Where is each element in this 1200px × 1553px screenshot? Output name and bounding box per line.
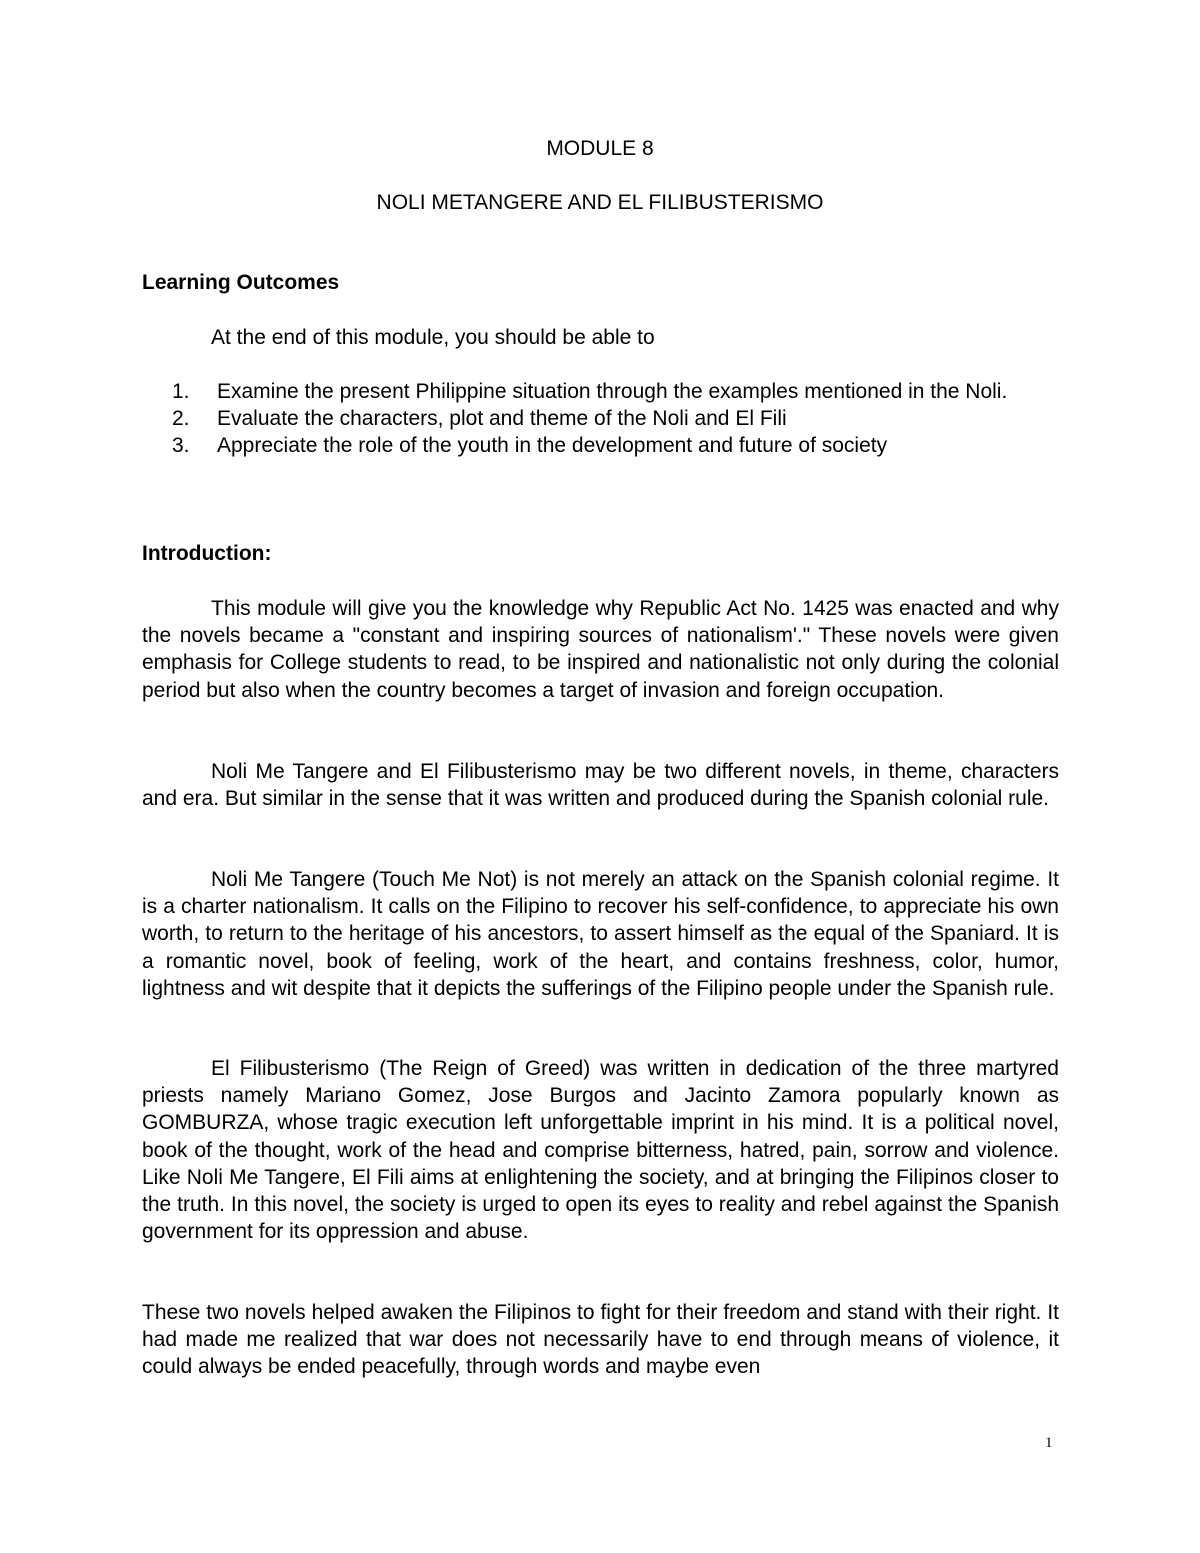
module-title: NOLI METANGERE AND EL FILIBUSTERISMO — [376, 191, 824, 214]
list-item — [142, 378, 1060, 405]
list-item-number: 2. — [172, 407, 190, 430]
learning-outcomes-list — [142, 378, 1060, 459]
introduction-paragraph: Noli Me Tangere and El Filibusterismo may be two different novels, in theme, characters and era. But similar in the sense that it was written and produced during the Spanish colonial rule. — [142, 760, 1059, 811]
module-number: MODULE 8 — [546, 137, 654, 160]
introduction-paragraph: Noli Me Tangere (Touch Me Not) is not merely an attack on the Spanish colonial regime. It is a charter nationalism. It calls on the Filipino to recover his self-confidence, to appreciate his own worth, to return to the heritage of his ancestors, to assert himself as the equal of the Spaniard. It is a romantic novel, book of feeling, work of the heart, and contains freshness, color, humor, lightness and wit despite that it depicts the sufferings of the Filipino people under the Spanish rule. — [142, 868, 1059, 1000]
list-item-text: Appreciate the role of the youth in the development and future of society — [217, 434, 888, 457]
learning-outcomes-intro: At the end of this module, you should be able to — [211, 326, 655, 349]
learning-outcomes-heading: Learning Outcomes — [142, 271, 340, 294]
list-item-number: 1. — [172, 380, 190, 403]
introduction-heading: Introduction: — [142, 542, 272, 565]
list-item-number: 3. — [172, 434, 190, 457]
page-number: 1 — [1045, 1435, 1053, 1451]
introduction-paragraph: These two novels helped awaken the Filipinos to fight for their freedom and stand with their right. It had made me realized that war does not necessarily have to end through means of violence, it could always be ended peacefully, through words and maybe even — [142, 1301, 1059, 1379]
list-item — [142, 405, 1060, 432]
list-item-text: Evaluate the characters, plot and theme of the Noli and El Fili — [217, 407, 787, 430]
introduction-paragraph: This module will give you the knowledge why Republic Act No. 1425 was enacted and why the novels became a "constant and inspiring sources of nationalism'." These novels were given emphasis for College students to read, to be inspired and nationalistic not only during the colonial period but also when the country becomes a target of invasion and foreign occupation. — [142, 597, 1059, 702]
list-item — [142, 432, 1060, 459]
introduction-paragraph: El Filibusterismo (The Reign of Greed) was written in dedication of the three martyred priests namely Mariano Gomez, Jose Burgos and Jacinto Zamora popularly known as GOMBURZA, whose tragic execution left unforgettable imprint in his mind. It is a political novel, book of the thought, work of the head and comprise bitterness, hatred, pain, sorrow and violence. Like Noli Me Tangere, El Fili aims at enlightening the society, and at bringing the Filipinos closer to the truth. In this novel, the society is urged to open its eyes to reality and rebel against the Spanish government for its oppression and abuse. — [142, 1057, 1059, 1244]
list-item-text: Examine the present Philippine situation through the examples mentioned in the Noli. — [217, 380, 1008, 403]
